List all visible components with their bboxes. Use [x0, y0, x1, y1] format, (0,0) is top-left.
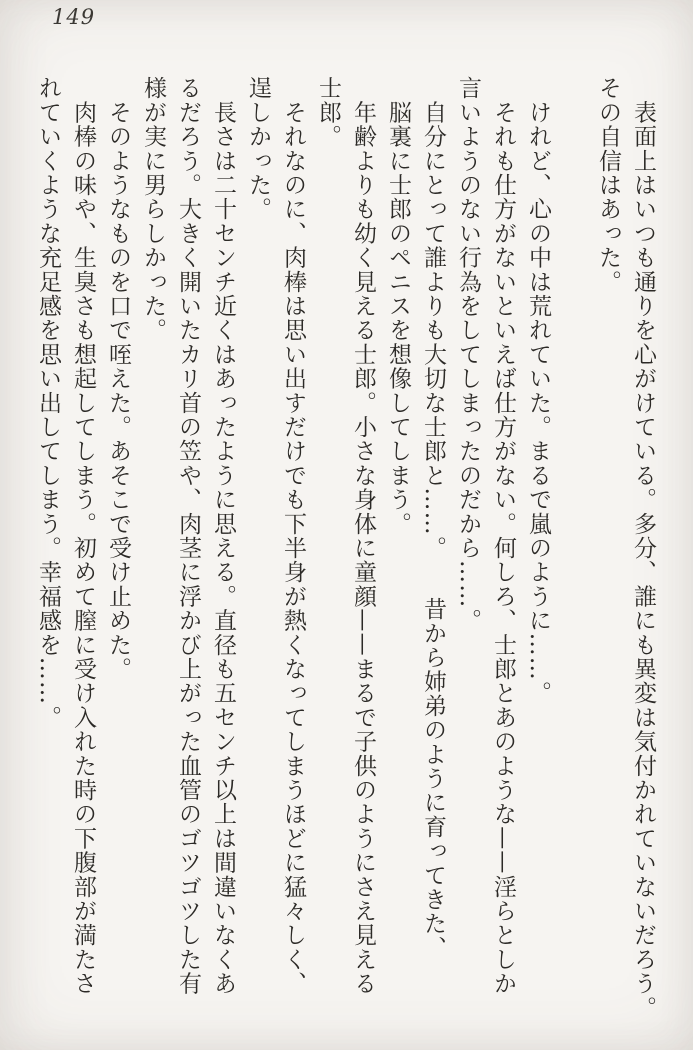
blank-column	[555, 76, 590, 1018]
text-column: それなのに、肉棒は思い出すだけでも下半身が熱くなってしまうほどに猛々しく、	[280, 76, 306, 996]
text-column: そのようなものを口で咥えた。あそこで受け止めた。	[105, 76, 131, 681]
page-text	[30, 76, 660, 1018]
text-column: 長さは二十センチ近くはあったように思える。直径も五センチ以上は間違いなくあ	[210, 76, 236, 996]
text-column: けれど、心の中は荒れていた。まるで嵐のように……。	[525, 76, 551, 706]
text-column: 様が実に男らしかった。	[140, 76, 166, 343]
page-number: 149	[52, 5, 96, 29]
text-column: 脳裏に士郎のペニスを想像してしまう。	[385, 76, 411, 536]
text-column: 逞しかった。	[245, 76, 271, 222]
text-column: 表面上はいつも通りを心がけている。多分、誰にも異変は気付かれていないだろう。	[630, 76, 656, 1020]
text-column: その自信はあった。	[595, 76, 621, 294]
text-column: 士郎。	[315, 76, 341, 149]
text-column: それも仕方がないといえば仕方がない。何しろ、士郎とあのような——淫らとしか	[490, 76, 516, 996]
text-column: れていくような充足感を思い出してしまう。幸福感を……。	[35, 76, 61, 730]
text-column: 肉棒の味や、生臭さも想起してしまう。初めて膣に受け入れた時の下腹部が満たさ	[70, 76, 96, 996]
text-column: 年齢よりも幼く見える士郎。小さな身体に童顔——まるで子供のようにさえ見える	[350, 76, 376, 996]
text-column: るだろう。大きく開いたカリ首の笠や、肉茎に浮かび上がった血管のゴツゴツした有	[175, 76, 201, 996]
text-column: 自分にとって誰よりも大切な士郎と……。 昔から姉弟のように育ってきた、	[420, 76, 446, 960]
text-column: 言いようのない行為をしてしまったのだから……。	[455, 76, 481, 633]
